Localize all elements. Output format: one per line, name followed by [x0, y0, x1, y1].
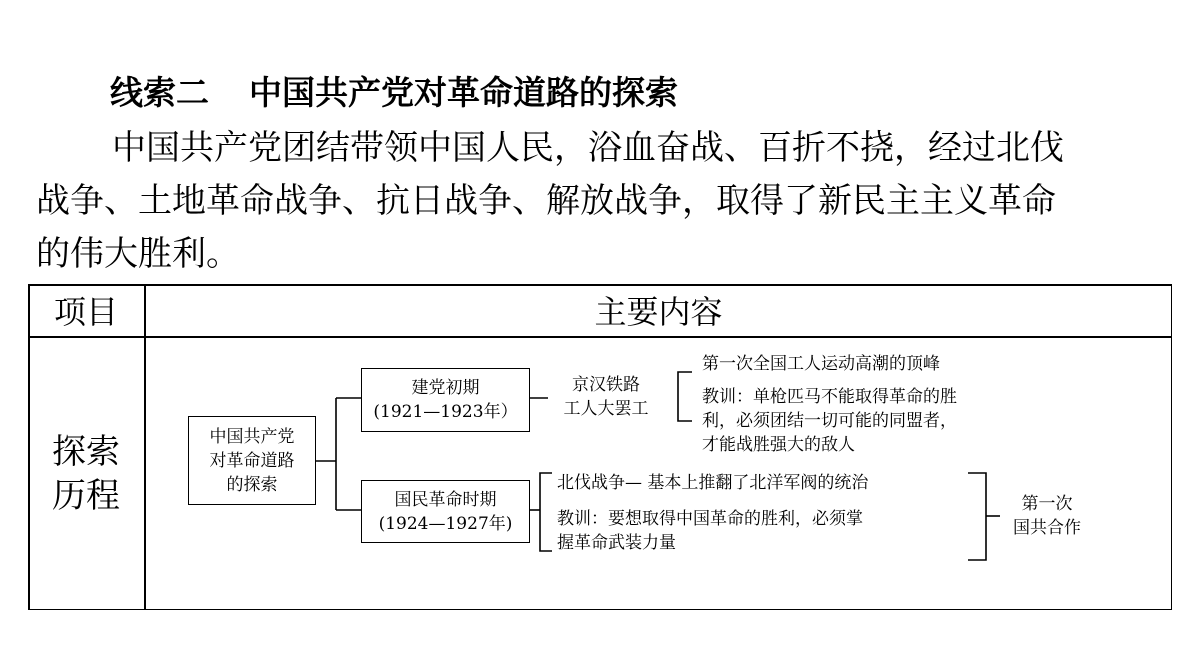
- paragraph-line-1: 中国共产党团结带领中国人民，浴血奋战、百折不挠，经过北伐: [112, 128, 1064, 168]
- period1-lesson-line-2: 利，必须团结一切可能的同盟者，: [702, 411, 957, 431]
- table-border-bottom: [28, 609, 1172, 611]
- heading-prefix: 线索二: [110, 73, 209, 112]
- period1-lesson-line-1: 教训：单枪匹马不能取得革命的胜: [702, 387, 957, 407]
- period2-lesson-line-2: 握革命武装力量: [557, 533, 676, 553]
- row-label-line-2: 历程: [52, 476, 120, 516]
- period2-lesson: [557, 507, 863, 555]
- row-label-line-1: 探索: [52, 432, 120, 472]
- period1-point-1: 第一次全国工人运动高潮的顶峰: [702, 354, 940, 374]
- root-line-2: 对革命道路: [209, 450, 295, 471]
- row-label-exploration: [28, 338, 144, 610]
- period2-result: [1002, 492, 1092, 540]
- period1-event-line-2: 工人大罢工: [563, 399, 649, 419]
- period2-point-1: 北伐战争— 基本上推翻了北洋军阀的统治: [557, 473, 869, 493]
- period2-name: 国民革命时期: [394, 489, 497, 510]
- period1-event-line-1: 京汉铁路: [572, 375, 640, 395]
- intro-paragraph: [36, 122, 1166, 281]
- root-line-3: 的探索: [226, 474, 278, 495]
- heading-title: 中国共产党对革命道路的探索: [249, 73, 678, 112]
- period1-event: [550, 373, 662, 421]
- period1-lesson-line-3: 才能战胜强大的敌人: [702, 435, 855, 455]
- root-line-1: 中国共产党: [209, 426, 295, 447]
- period2-result-line-1: 第一次: [1021, 494, 1073, 514]
- header-item: 项目: [53, 293, 118, 331]
- table-header-divider: [28, 336, 1172, 338]
- period1-lesson: [702, 385, 957, 457]
- period2-lesson-line-1: 教训：要想取得中国革命的胜利，必须掌: [557, 509, 863, 529]
- paragraph-line-2: 战争、土地革命战争、抗日战争、解放战争，取得了新民主主义革命: [36, 181, 1056, 221]
- paragraph-line-3: 的伟大胜利。: [36, 234, 240, 274]
- period2-box: [361, 480, 530, 543]
- period1-years: (1921—1923年）: [373, 402, 518, 422]
- period2-years: (1924—1927年): [378, 513, 513, 534]
- root-box: [188, 416, 316, 505]
- period2-result-line-2: 国共合作: [1013, 518, 1081, 538]
- period1-box: [361, 368, 530, 432]
- period1-name: 建党初期: [411, 378, 480, 398]
- header-main-content: 主要内容: [594, 293, 723, 331]
- section-heading: [110, 68, 678, 118]
